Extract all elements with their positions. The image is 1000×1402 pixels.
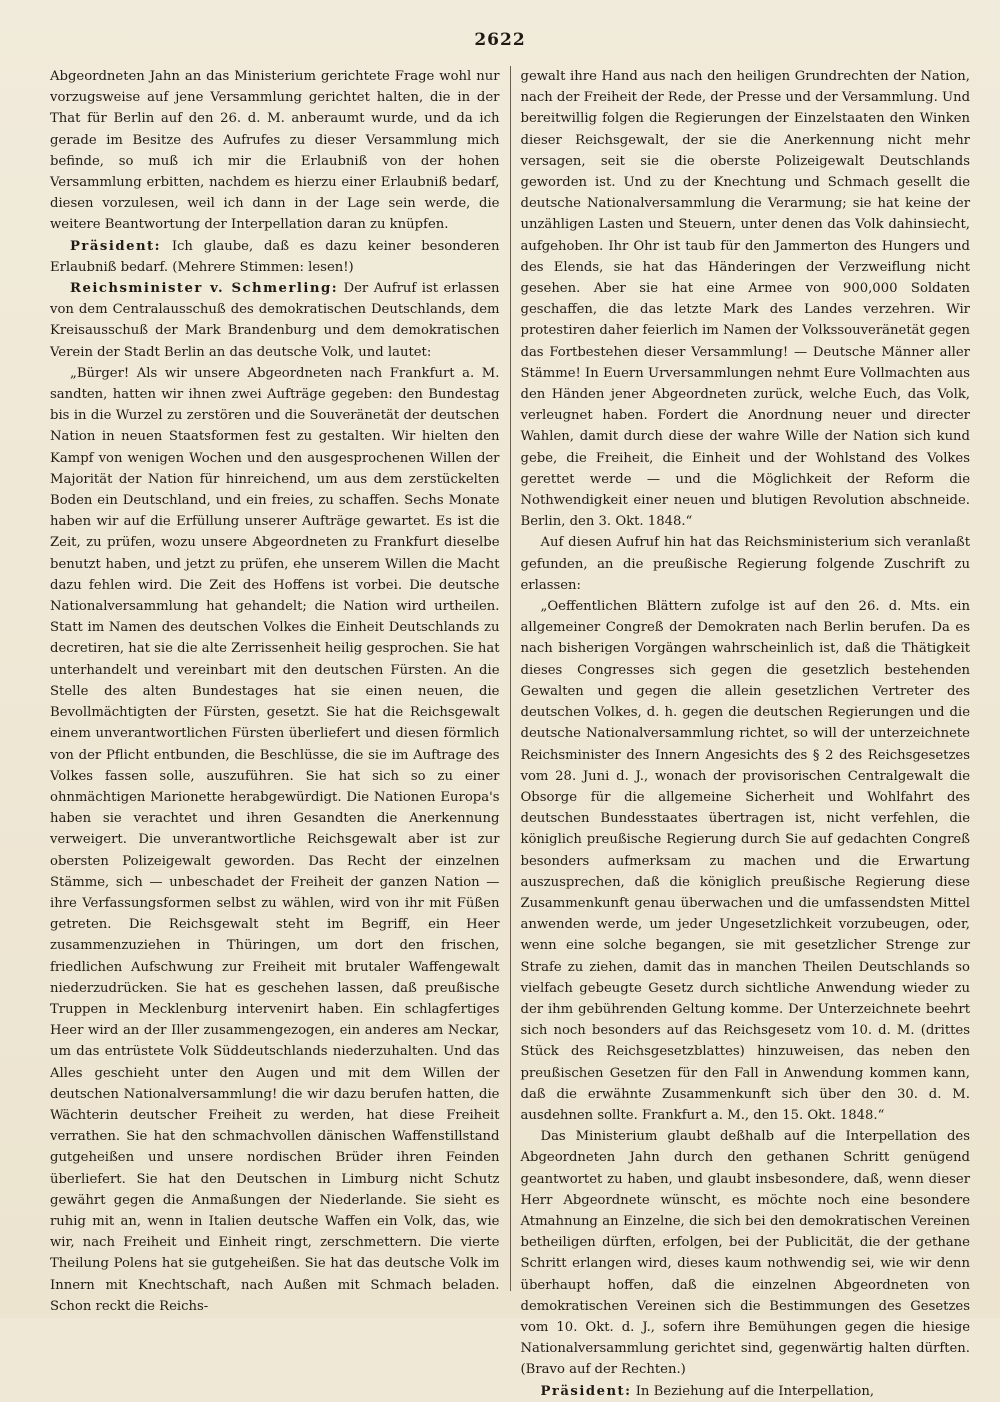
paragraph xyxy=(50,66,500,236)
paragraph xyxy=(50,236,500,278)
right-column xyxy=(511,66,971,1399)
speaker-name: Reichsminister v. Schmerling: xyxy=(70,281,339,297)
paragraph xyxy=(521,596,971,1126)
left-column xyxy=(50,66,510,1314)
text-columns xyxy=(50,66,971,1399)
paragraph-text: Ich glaube, daß es dazu keiner besonderen Erlaubniß bedarf. (Mehrere Stimmen: lesen!) xyxy=(50,238,500,275)
paragraph xyxy=(521,66,971,532)
speaker-name: Präsident: xyxy=(540,1383,632,1399)
paragraph-text: Abgeordneten Jahn an das Ministerium gerichtete Frage wohl nur vorzugsweise auf jene Versammlung gerichtet halten, die in der That für Berlin auf den 26. d. M. anberaumt wurde, und da ich gerade im Besitze des Aufrufes zu dieser Versammlung mich befinde, so muß ich mir die Erlaubniß von der hohen Versammlung erbitten, nachdem es hierzu einer Erlaubniß bedarf, diesen vorzulesen, weil ich dann in der Lage sein werde, die weitere Beantwortung der Interpellation daran zu knüpfen. xyxy=(50,69,500,233)
paragraph-text: Das Ministerium glaubt deßhalb auf die Interpellation des Abgeordneten Jahn durch den gethanen Schritt genügend geantwortet zu haben, und glaubt insbesondere, daß, wenn dieser Herr Abgeordnete wünscht, es möchte noch eine besondere Atmahnung an Einzelne, die sich bei den demokratischen Vereinen betheiligen dürften, erfolgen, bei der Publicität, die der gethane Schritt erlangen wird, dieses kaum nothwendig sei, wie wir denn überhaupt hoffen, daß die einzelnen Abgeordneten von demokratischen Vereinen sich die Bestimmungen des Gesetzes vom 10. Okt. d. J., sofern ihre Bemühungen gegen die hiesige Nationalversammlung gerichtet sind, gegenwärtig halten dürften. (Bravo auf der Rechten.) xyxy=(520,1129,970,1378)
paragraph-text: Der Aufruf ist erlassen von dem Centralausschuß des demokratischen Deutschlands, dem Kreisausschuß der Mark Brandenburg und dem demokratischen Verein der Stadt Berlin an das deutsche Volk, und lautet: xyxy=(50,281,500,360)
paragraph-text: In Beziehung auf die Interpellation, xyxy=(631,1383,875,1399)
paragraph-text: gewalt ihre Hand aus nach den heiligen Grundrechten der Nation, nach der Freiheit der Rede, der Presse und der Versammlung. Und bereitwillig folgen die Regierungen der Einzelstaaten den Winken dieser Reichsgewalt, der sie die Anerkennung nicht mehr versagen, seit sie die oberste Polizeigewalt Deutschlands geworden ist. Und zu der Knechtung und Schmach gesellt die deutsche Nationalversammlung die Verarmung; sie hat keine der unzähligen Lasten und Steuern, unter denen das Volk dahinsiecht, aufgehoben. Ihr Ohr ist taub für den Jammerton des Hungers und des Elends, sie hat das Händeringen der Verzweiflung nicht gesehen. Aber sie hat eine Armee von 900,000 Soldaten geschaffen, die das letzte Mark des Landes verzehren. Wir protestiren daher feierlich im Namen der Volkssouveränetät gegen das Fortbestehen dieser Versammlung! — Deutsche Männer aller Stämme! In Euern Urversammlungen nehmt Eure Vollmachten aus den Händen jener Abgeordneten zurück, welche Euch, das Volk, verleugnet haben. Fordert die Anordnung neuer und directer Wahlen, damit durch diese der wahre Wille der Nation sich kund gebe, die Freiheit, die Einheit und der Wohlstand des Volkes gerettet werde — und die Möglichkeit der Reform die Nothwendigkeit einer neuen und blutigen Revolution abschneide. Berlin, den 3. Okt. 1848.“ xyxy=(520,69,971,530)
paragraph xyxy=(521,1381,971,1402)
paragraph xyxy=(521,1126,971,1380)
paragraph-text: „Bürger! Als wir unsere Abgeordneten nach Frankfurt a. M. sandten, hatten wir ihnen zwei Aufträge gegeben: den Bundestag bis in die Wurzel zu zerstören und die Souveränetät der deutschen Nation in neuen Staatsformen fest zu gestalten. Wir hielten den Kampf von wenigen Wochen und den ausgesprochenen Willen der Majorität der Nation für hinreichend, um aus dem zerstückelten Boden ein Deutschland, und ein freies, zu schaffen. Sechs Monate haben wir auf die Erfüllung unserer Aufträge gewartet. Es ist die Zeit, zu prüfen, wozu unsere Abgeordneten zu Frankfurt dieselbe benutzt haben, und jetzt zu prüfen, ehe unserem Willen die Macht dazu fehlen wird. Die Zeit des Hoffens ist vorbei. Die deutsche Nationalversammlung hat gehandelt; die Nation wird urtheilen. Statt im Namen des deutschen Volkes die Einheit Deutschlands zu decretiren, hat sie die alte Zerrissenheit heilig gesprochen. Sie hat unterhandelt und vereinbart mit den deutschen Fürsten. An die Stelle des alten Bundestages hat sie einen neuen, die Bevollmächtigten der Fürsten, gesetzt. Sie hat die Reichsgewalt einem unverantwortlichen Fürsten überliefert und diesen förmlich von der Pflicht entbunden, die Beschlüsse, die sie im Auftrage des Volkes fassen solle, auszuführen. Sie hat sich so zu einer ohnmächtigen Marionette herabgewürdigt. Die Nationen Europa's haben sie verachtet und ihren Gesandten die Anerkennung verweigert. Die unverantwortliche Reichsgewalt aber ist zur obersten Polizeigewalt geworden. Das Recht der einzelnen Stämme, sich — unbeschadet der Freiheit der ganzen Nation — ihre Verfassungsformen selbst zu wählen, wird von ihr mit Füßen getreten. Die Reichsgewalt steht im Begriff, ein Heer zusammenzuziehen in Thüringen, um dort den frischen, friedlichen Aufschwung zur Freiheit mit brutaler Waffengewalt niederzudrücken. Sie hat es geschehen lassen, daß preußische Truppen in Mecklenburg intervenirt haben. Ein schlagfertiges Heer wird an der Iller zusammengezogen, ein anderes am Neckar, um das entrüstete Volk Süddeutschlands niederzuhalten. Und das Alles geschieht unter den Augen und mit dem Willen der deutschen Nationalversammlung! die wir dazu berufen hatten, die Wächterin deutscher Freiheit zu werden, hat diese Freiheit verrathen. Sie hat den schmachvollen dänischen Waffenstillstand gutgeheißen und unsere nordischen Brüder ihren Feinden überliefert. Sie hat den Deutschen in Limburg nicht Schutz gewährt gegen die Anmaßungen der Niederlande. Sie sieht es ruhig mit an, wenn in Italien deutsche Waffen ein Volk, das, wie wir, nach Freiheit und Einheit ringt, zerschmettern. Die vierte Theilung Polens hat sie gutgeheißen. Sie hat das deutsche Volk im Innern mit Knechtschaft, nach Außen mit Schmach beladen. Schon reckt die Reichs- xyxy=(50,365,500,1314)
speaker-name: Präsident: xyxy=(70,238,162,254)
paragraph xyxy=(521,532,971,596)
paragraph-text: „Oeffentlichen Blättern zufolge ist auf den 26. d. Mts. ein allgemeiner Congreß der Demokraten nach Berlin berufen. Da es nach bisherigen Vorgängen wahrscheinlich ist, daß die Thätigkeit dieses Congresses sich gegen die gesetzlich bestehenden Gewalten und gegen die allein gesetzlichen Vertreter des deutschen Volkes, d. h. gegen die deutschen Regierungen und die deutsche Nationalversammlung richtet, so will der unterzeichnete Reichsminister des Innern Angesichts des § 2 des Reichsgesetzes vom 28. Juni d. J., wonach der provisorischen Centralgewalt die Obsorge für die allgemeine Sicherheit und Wohlfahrt des deutschen Bundesstaates übertragen ist, nicht verfehlen, die königlich preußische Regierung durch Sie auf gedachten Congreß besonders aufmerksam zu machen und die Erwartung auszusprechen, daß die königlich preußische Regierung diese Zusammenkunft genau überwachen und die umfassendsten Mittel anwenden werde, um jeder Ungesetzlichkeit vorzubeugen, oder, wenn eine solche begangen, sie mit gesetzlicher Strenge zur Strafe zu ziehen, damit das in manchen Theilen Deutschlands so vielfach gebeugte Gesetz durch sichtliche Anwendung wieder zu der ihm gebührenden Geltung komme. Der Unterzeichnete beehrt sich noch besonders auf das Reichsgesetz vom 10. d. M. (drittes Stück des Reichsgesetzblattes) hinzuweisen, das neben den preußischen Gesetzen für den Fall in Anwendung kommen kann, daß die erwähnte Zusammenkunft sich über den 30. d. M. ausdehnen sollte. Frankfurt a. M., den 15. Okt. 1848.“ xyxy=(520,599,970,1123)
paragraph xyxy=(50,278,500,363)
paragraph xyxy=(50,363,500,1317)
page-number: 2622 xyxy=(474,30,526,50)
paragraph-text: Auf diesen Aufruf hin hat das Reichsministerium sich veranlaßt gefunden, an die preußische Regierung folgende Zuschrift zu erlassen: xyxy=(520,535,970,593)
